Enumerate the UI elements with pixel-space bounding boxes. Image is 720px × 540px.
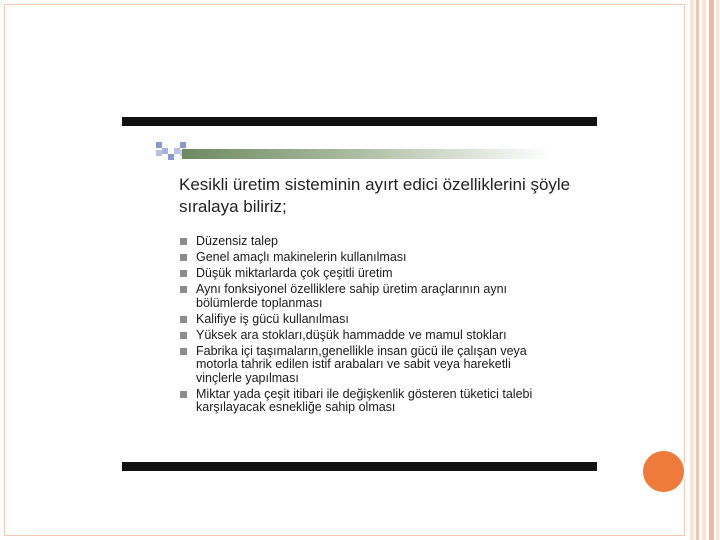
list-item xyxy=(179,267,559,281)
bullet-square-icon xyxy=(180,270,187,277)
list-item xyxy=(179,329,559,343)
decorative-stripe xyxy=(702,0,706,540)
list-item xyxy=(179,345,559,386)
list-item xyxy=(179,388,559,415)
decorative-stripe xyxy=(716,0,719,540)
bullet-square-icon xyxy=(180,348,187,355)
decorative-stripe xyxy=(709,0,714,540)
list-item-text: Düzensiz talep xyxy=(196,234,278,248)
list-item-text: Genel amaçlı makinelerin kullanılması xyxy=(196,250,407,264)
bullet-square-icon xyxy=(180,286,187,293)
bullet-square-icon xyxy=(180,254,187,261)
list-item-text: Aynı fonksiyonel özelliklere sahip üretim araçlarının aynı bölümlerde toplanması xyxy=(196,282,508,310)
slide-image xyxy=(122,117,597,473)
slide-bottom-bar xyxy=(122,462,597,471)
bullet-square-icon xyxy=(180,238,187,245)
slide-title: Kesikli üretim sisteminin ayırt edici özelliklerini şöyle sıralaya biliriz; xyxy=(179,175,571,216)
list-item-text: Miktar yada çeşit itibari ile değişkenlik gösteren tüketici talebi karşılayacak esnekliğe sahip olması xyxy=(196,386,533,414)
list-item-text: Yüksek ara stokları,düşük hammadde ve mamul stokları xyxy=(196,327,507,342)
bullet-list xyxy=(179,235,559,417)
bullet-square-icon xyxy=(180,332,187,339)
bullet-square-icon xyxy=(180,316,187,323)
list-item xyxy=(179,235,559,249)
bullet-square-icon xyxy=(180,391,187,398)
list-item-text: Kalifiye iş gücü kullanılması xyxy=(196,311,349,326)
list-item xyxy=(179,283,559,310)
header-gradient-bar xyxy=(182,149,552,159)
slide-top-bar xyxy=(122,117,597,126)
orange-circle-decoration xyxy=(641,449,686,494)
decorative-stripe xyxy=(690,0,694,540)
list-item-text: Fabrika içi taşımaların,genellikle insan gücü ile çalışan veya motorla tahrik edilen istif arabaları ve sabit veya hareketli vinçlerle yapılması xyxy=(196,343,527,385)
list-item xyxy=(179,251,559,265)
list-item xyxy=(179,313,559,327)
decorative-stripe xyxy=(696,0,699,540)
list-item-text: Düşük miktarlarda çok çeşitli üretim xyxy=(196,266,393,280)
